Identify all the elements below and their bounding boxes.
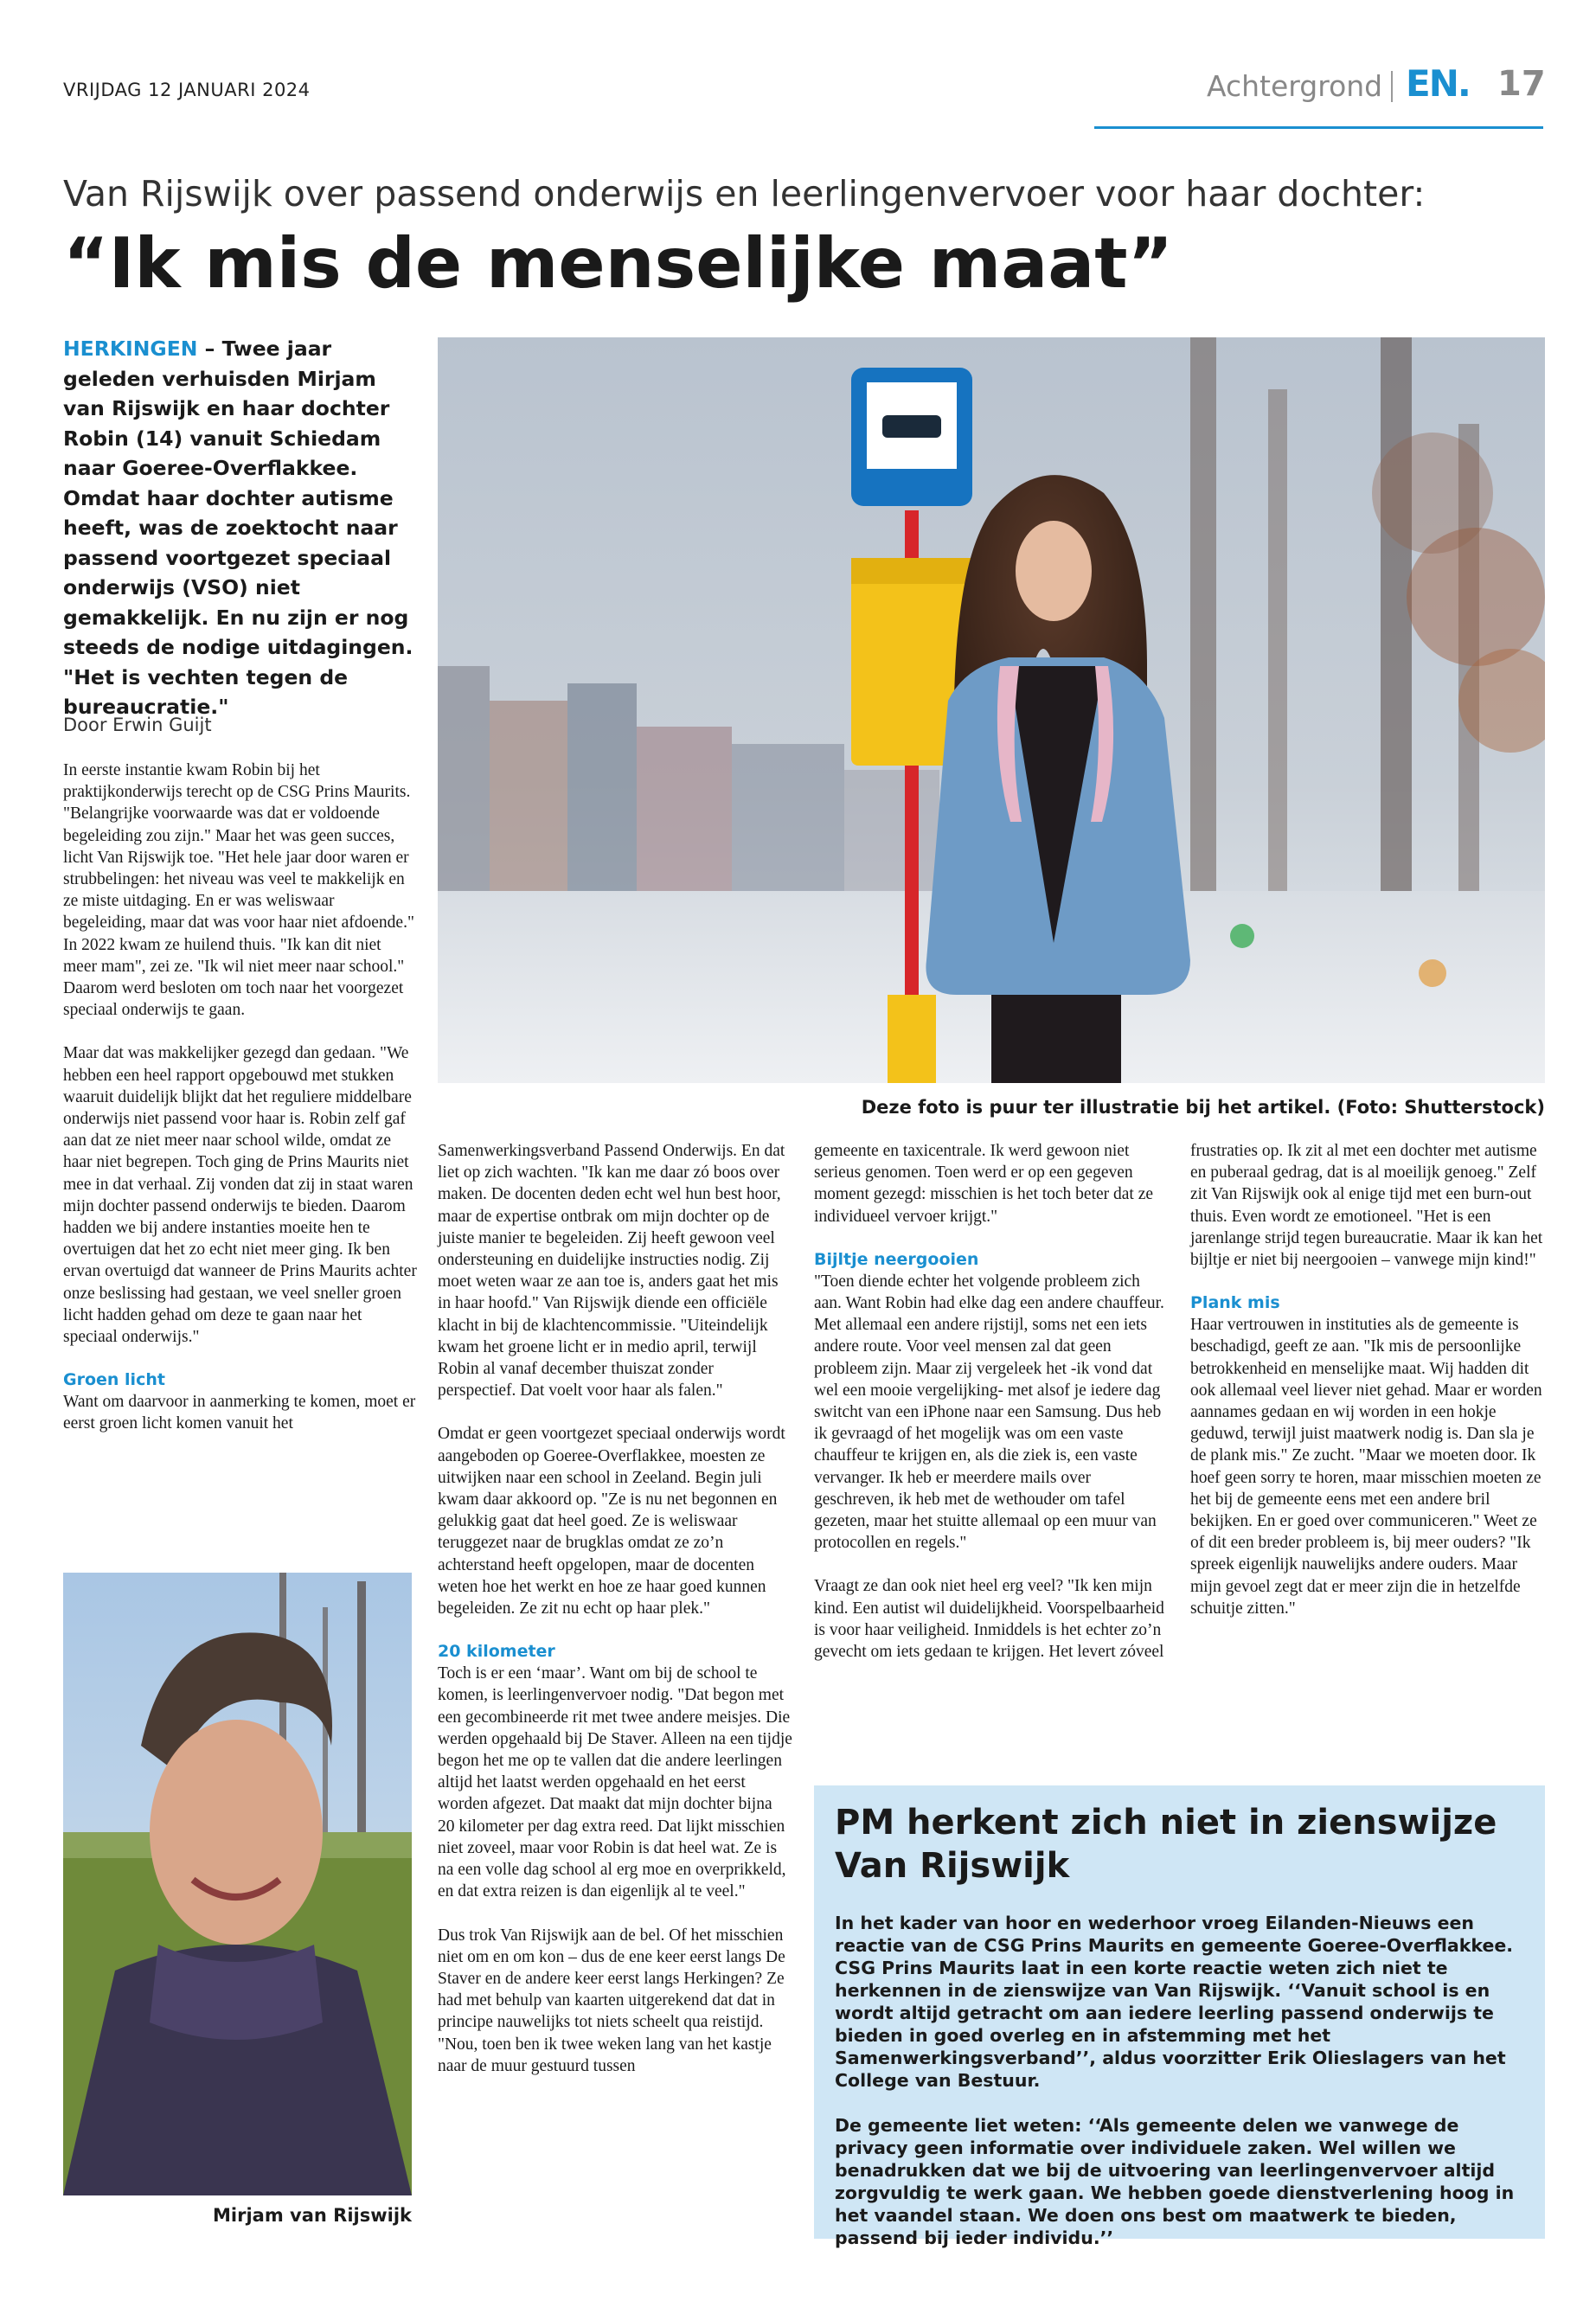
paragraph: In het kader van hoor en wederhoor vroeg Eilanden-Nieuws een reactie van de CSG Prins Maurits en gemeente Goeree-Overflakkee. CSG Prins Maurits laat in een korte reactie weten zich niet te herkennen in de zienswijze van Van Rijswijk. ‘‘Vanuit school is en wordt altijd getracht om aan iedere leerling passend onderwijs te bieden in goed overleg en in afstemming met het Samenwerkingsverband’’, aldus voorzitter Erik Olieslagers van het College van Bestuur. — [835, 1913, 1514, 2091]
article-intro — [63, 334, 418, 722]
paragraph: Omdat er geen voortgezet speciaal onderwijs wordt aangeboden op Goeree-Overflakkee, moesten ze uitwijken naar een school in Zeeland. Begin juli kwam daar akkoord op. "Ze is nu net begonnen en gelukkig gaat dat heel goed. Ze is weliswaar teruggezet naar de brugklas omdat ze zo’n achterstand heeft opgelopen, maar de docenten weten hoe het werkt en hoe ze haar goed kunnen begeleiden. Ze zit nu echt op haar plek." — [438, 1425, 785, 1618]
section-label: Achtergrond — [1207, 69, 1383, 103]
main-photo-caption: Deze foto is puur ter illustratie bij het artikel. (Foto: Shutterstock) — [861, 1097, 1545, 1118]
portrait-photo — [63, 1573, 412, 2195]
main-photo-illustration — [438, 337, 1545, 1083]
main-photo — [438, 337, 1545, 1083]
publication-logo: EN. — [1406, 62, 1470, 105]
article-column-4 — [1190, 1140, 1545, 1641]
paragraph: Vraagt ze dan ook niet heel erg veel? "Ik ken mijn kind. Een autist wil duidelijkheid. Voorspelbaarheid is voor haar veiligheid. Inmiddels is het echter zo’n gevecht om iets gedaan te krijgen. Het levert zóveel — [814, 1577, 1164, 1662]
header-rule — [1094, 126, 1543, 129]
paragraph: Want om daarvoor in aanmerking te komen, moet er eerst groen licht komen vanuit het — [63, 1393, 416, 1433]
paragraph: Samenwerkingsverband Passend Onderwijs. En dat liet op zich wachten. "Ik kan me daar zó boos over maken. De docenten deden echt wel hun best hoor, maar de expertise ontbrak om mijn dochter op de juiste manier te begeleiden. Zij heeft gewoon veel ondersteuning en duidelijke instructies nodig. Zij moet weten waar ze aan toe is, anders gaat het mis in haar hoofd." Van Rijswijk diende een officiële klacht in bij de klachtencommissie. "Uiteindelijk kwam het groene licht er in medio april, terwijl Robin al vanaf december thuiszat zonder perspectief. Dat voelt voor haar als falen." — [438, 1142, 785, 1400]
subheading-groen-licht: Groen licht — [63, 1370, 165, 1390]
byline: Door Erwin Guijt — [63, 715, 212, 735]
paragraph: Maar dat was makkelijker gezegd dan gedaan. "We hebben een heel rapport opgebouwd met stukken waaruit duidelijk blijkt dat het reguliere middelbare onderwijs niet passend voor haar is. Robin zelf gaf aan dat ze niet meer naar school wilde, omdat ze haar niet begrepen. Toch ging de Prins Maurits niet mee in dat verhaal. Zij vonden dat zij in staat waren mijn dochter passend onderwijs te bieden. Daarom hadden we bij andere instanties moeite hen te overtuigen dat het zo echt niet meer ging. Ik ben ervan overtuigd dat wanneer de Prins Maurits achter onze beslissing had gestaan, we veel sneller groen licht hadden gehad om deze te gaan naar het speciaal onderwijs." — [63, 1044, 417, 1347]
article-column-2 — [438, 1140, 792, 2099]
paragraph: frustraties op. Ik zit al met een dochter met autisme en puberaal gedrag, dat is al moeilijk genoeg." Zelf zit Van Rijswijk ook al enige tijd met een burn-out thuis. Even wordt ze emotioneel. "Het is een jarenlange strijd tegen bureaucratie. Maar ik kan het bijltje er niet bij neergooien – vanwege mijn kind!" — [1190, 1142, 1543, 1270]
page-number: 17 — [1497, 64, 1546, 104]
subheading-plank-mis: Plank mis — [1190, 1293, 1280, 1313]
article-column-3 — [814, 1140, 1169, 1684]
paragraph: gemeente en taxicentrale. Ik werd gewoon niet serieus genomen. Toen werd er op een gegeven moment gezegd: misschien is het toch beter dat ze individueel vervoer krijgt." — [814, 1142, 1154, 1226]
paragraph: De gemeente liet weten: ‘‘Als gemeente delen we vanwege de privacy geen informatie over individuele zaken. Wel willen we benadrukken dat we bij de uitvoering van leerlingenvervoer altijd zorgvuldig te werk gaan. We hebben goede dienstverlening hoog in het vaandel staan. We doen ons best om maatwerk te bieden, passend bij ieder individu.’’ — [835, 2115, 1515, 2248]
subheading-20-kilometer: 20 kilometer — [438, 1642, 555, 1662]
sidebar-box-title: PM herkent zich niet in zienswijze Van Rijswijk — [835, 1803, 1497, 1886]
paragraph: Dus trok Van Rijswijk aan de bel. Of het misschien niet om en om kon – dus de ene keer eerst langs De Staver en de andere keer eerst langs Herkingen? Ze had met behulp van kaarten uitgerekend dat dat in principe nauwelijks tot niets scheelt qua reistijd. "Nou, toen ben ik twee weken lang van het kastje naar de muur gestuurd tussen — [438, 1926, 785, 2075]
paragraph: In eerste instantie kwam Robin bij het praktijkonderwijs terecht op de CSG Prins Maurits. "Belangrijke voorwaarde was dat er voldoende begeleiding zou zijn." Maar het was geen succes, licht Van Rijswijk toe. "Het hele jaar door waren er strubbelingen: het niveau was veel te makkelijk en ze miste uitdaging. En er was weliswaar begeleiding, maar dat was voor haar niet afdoende." In 2022 kwam ze huilend thuis. "Ik kan dit niet meer mam", zei ze. "Ik wil niet meer naar school." Daarom werd besloten om toch naar het voorgezet speciaal onderwijs te gaan. — [63, 761, 414, 1020]
article-headline: “Ik mis de menselijke maat” — [63, 223, 1174, 304]
paragraph: "Toen diende echter het volgende probleem zich aan. Want Robin had elke dag een andere chauffeur. Met allemaal een andere rijstijl, soms net een iets andere route. Voor veel mensen zal dat geen probleem zijn. Maar zij vergeleek het -ik vond dat wel een mooie vergelijking- met alsof je iedere dag switcht van een iPhone naar een Samsung. Dus heb ik gevraagd of het mogelijk was om een vaste chauffeur te krijgen en, als die ziek is, een vaste vervanger. Ik heb er meerdere mails over geschreven, ik heb met de wethouder om tafel gezeten, maar het stuitte allemaal op een muur van protocollen en regels." — [814, 1272, 1164, 1553]
paragraph: Haar vertrouwen in instituties als de gemeente is beschadigd, geeft ze aan. "Ik mis de persoonlijke betrokkenheid en menselijke maat. Wij hadden dit ook allemaal veel liever niet gehad. Maar er worden aannames gedaan en wij worden in een hokje geduwd, terwijl juist maatwerk nodig is. Dan sla je de plank mis." Ze zucht. "Maar we moeten door. Ik hoef geen sorry te horen, maar misschien moeten ze het bij de gemeente eens met een andere bril bekijken. En er goed over communiceren." Weet ze of dit een breder probleem is, bij meer ouders? "Ik spreek eigenlijk nauwelijks andere ouders. Maar mijn gevoel zegt dat er meer zijn die in hetzelfde schuitje zitten." — [1190, 1316, 1542, 1618]
article-column-1 — [63, 760, 418, 1457]
issue-date: VRIJDAG 12 JANUARI 2024 — [63, 80, 311, 100]
intro-text: – Twee jaar geleden verhuisden Mirjam van Rijswijk en haar dochter Robin (14) vanuit Schiedam naar Goeree-Overflakkee. Omdat haar dochter autisme heeft, was de zoektocht naar passend voortgezet speciaal onderwijs (VSO) niet gemakkelijk. En nu zijn er nog steeds de nodige uitdagingen. "Het is vechten tegen de bureaucratie." — [63, 336, 413, 719]
header-divider — [1391, 71, 1393, 102]
paragraph: Toch is er een ‘maar’. Want om bij de school te komen, is leerlingenvervoer nodig. "Dat begon met een gecombineerde rit met twee andere meisjes. Die werden opgehaald bij De Staver. Alleen na een tijdje begon het me op te vallen dat die andere leerlingen altijd het laatst werden opgehaald en het eerst worden afgezet. Dat maakt dat mijn dochter bijna 20 kilometer per dag extra reed. Dat lijkt misschien niet zoveel, maar voor Robin is dat heel wat. Ze is na een volle dag school al erg moe en overprikkeld, en dat extra reizen is dan eigenlijk al te veel." — [438, 1664, 792, 1901]
sidebar-box-body — [835, 1912, 1527, 2272]
portrait-photo-caption: Mirjam van Rijswijk — [213, 2205, 412, 2226]
intro-place: HERKINGEN — [63, 336, 198, 361]
subheading-bijltje-neergooien: Bijltje neergooien — [814, 1249, 979, 1269]
article-kicker: Van Rijswijk over passend onderwijs en leerlingenvervoer voor haar dochter: — [63, 173, 1426, 215]
portrait-photo-illustration — [63, 1573, 412, 2195]
